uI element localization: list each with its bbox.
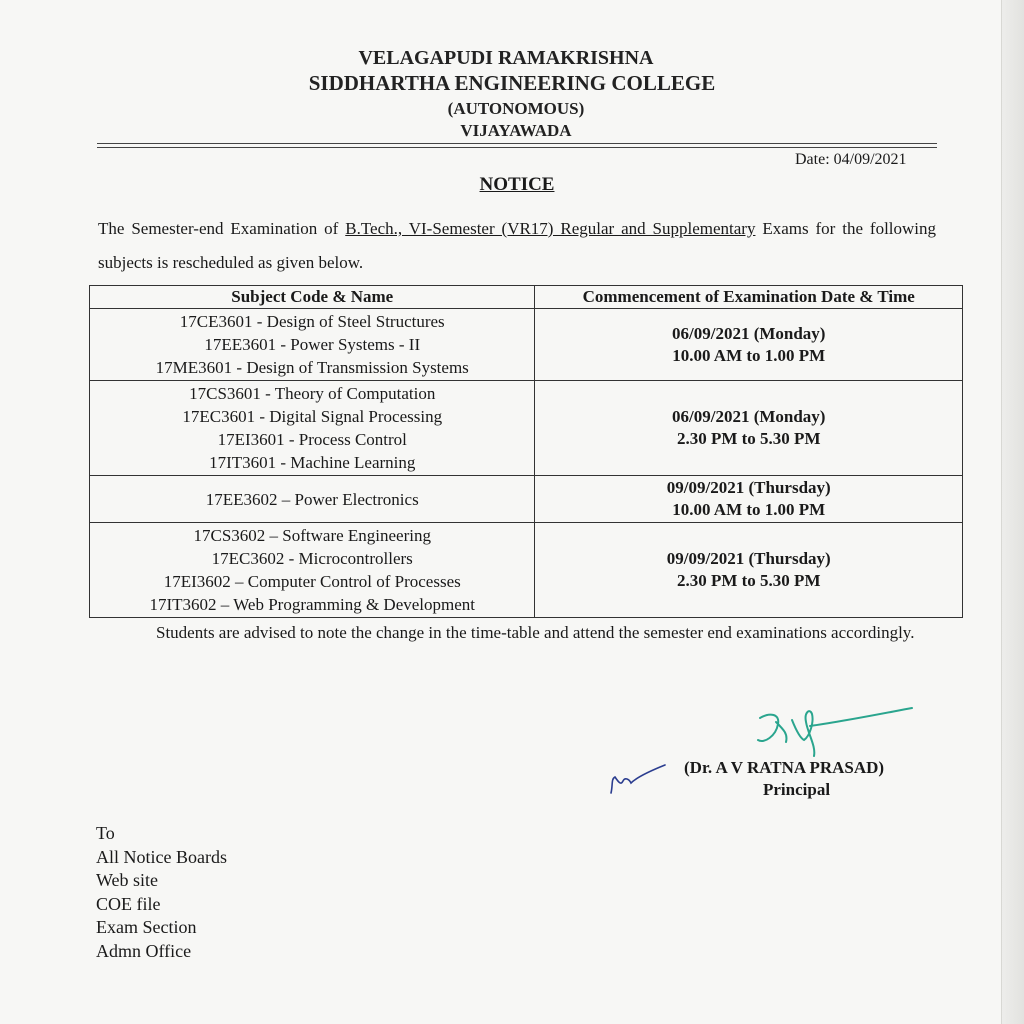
table-row [90,476,963,523]
distribution-list [96,822,227,963]
exam-time: 2.30 PM to 5.30 PM [676,429,821,448]
subject-line: 17EI3602 – Computer Control of Processes [163,572,461,591]
college-name-line2: SIDDHARTHA ENGINEERING COLLEGE [308,71,716,95]
subject-line: 17CE3601 - Design of Steel Structures [179,312,445,331]
exam-time: 10.00 AM to 1.00 PM [672,345,826,365]
datetime-cell [535,523,963,618]
table-header-row [90,286,963,309]
notice-title: NOTICE [479,174,555,195]
subject-line: 17EI3601 - Process Control [217,430,407,449]
to-label: To [96,823,115,843]
initials-mark [605,755,669,799]
table-row [90,381,963,476]
intro-paragraph [98,212,936,280]
intro-text-start: The Semester-end Examination of [98,219,346,238]
subject-cell [90,476,535,523]
subject-cell [90,523,535,618]
recipient-item: All Notice Boards [96,846,227,867]
datetime-cell [535,381,963,476]
subject-line: 17EC3602 - Microcontrollers [211,549,413,568]
page-edge [1001,0,1024,1024]
autonomous-label: (AUTONOMOUS) [447,99,585,118]
recipient-item: Web site [96,870,159,890]
column-header-subject: Subject Code & Name [90,286,535,309]
subject-line: 17EE3601 - Power Systems - II [204,335,421,354]
exam-date: 09/09/2021 (Thursday) [666,478,831,497]
schedule-table [89,285,963,618]
closing-paragraph: Students are advised to note the change in the time-table and attend the semester end examinations accordingly. [156,623,915,642]
subject-line: 17ME3601 - Design of Transmission Systems [155,358,469,377]
subject-cell [90,309,535,381]
signatory-designation: Principal [763,780,831,799]
exam-date: 06/09/2021 (Monday) [672,407,826,426]
table-row [90,309,963,381]
exam-date: 06/09/2021 (Monday) [672,323,826,343]
column-header-datetime: Commencement of Examination Date & Time [535,286,963,309]
table-row [90,523,963,618]
exam-time: 2.30 PM to 5.30 PM [676,571,821,590]
intro-text-end: Exams for the following subjects is rescheduled as given below. [98,219,937,272]
subject-cell [90,381,535,476]
subject-line: 17CS3601 - Theory of Computation [189,384,436,403]
subject-line: 17IT3601 - Machine Learning [209,453,416,472]
signatory-name: (Dr. A V RATNA PRASAD) [684,758,885,777]
subject-line: 17EE3602 – Power Electronics [205,489,419,509]
header-rule-bottom [97,147,937,148]
exam-time: 10.00 AM to 1.00 PM [672,500,826,519]
recipient-item: Admn Office [96,940,192,961]
subject-line: 17CS3602 – Software Engineering [193,526,431,545]
exam-date: 09/09/2021 (Thursday) [666,549,831,568]
intro-exam-name: B.Tech., VI-Semester (VR17) Regular and Supplementary [345,219,756,238]
datetime-cell [535,309,963,381]
notice-date: Date: 04/09/2021 [795,151,907,168]
datetime-cell [535,476,963,523]
subject-line: 17EC3601 - Digital Signal Processing [182,407,443,426]
city-label: VIJAYAWADA [460,121,572,140]
college-name-line1: VELAGAPUDI RAMAKRISHNA [358,47,654,69]
recipient-item: Exam Section [96,917,197,937]
subject-line: 17IT3602 – Web Programming & Development [149,595,475,614]
recipient-item: COE file [96,893,161,914]
header-rule-top [97,143,937,144]
